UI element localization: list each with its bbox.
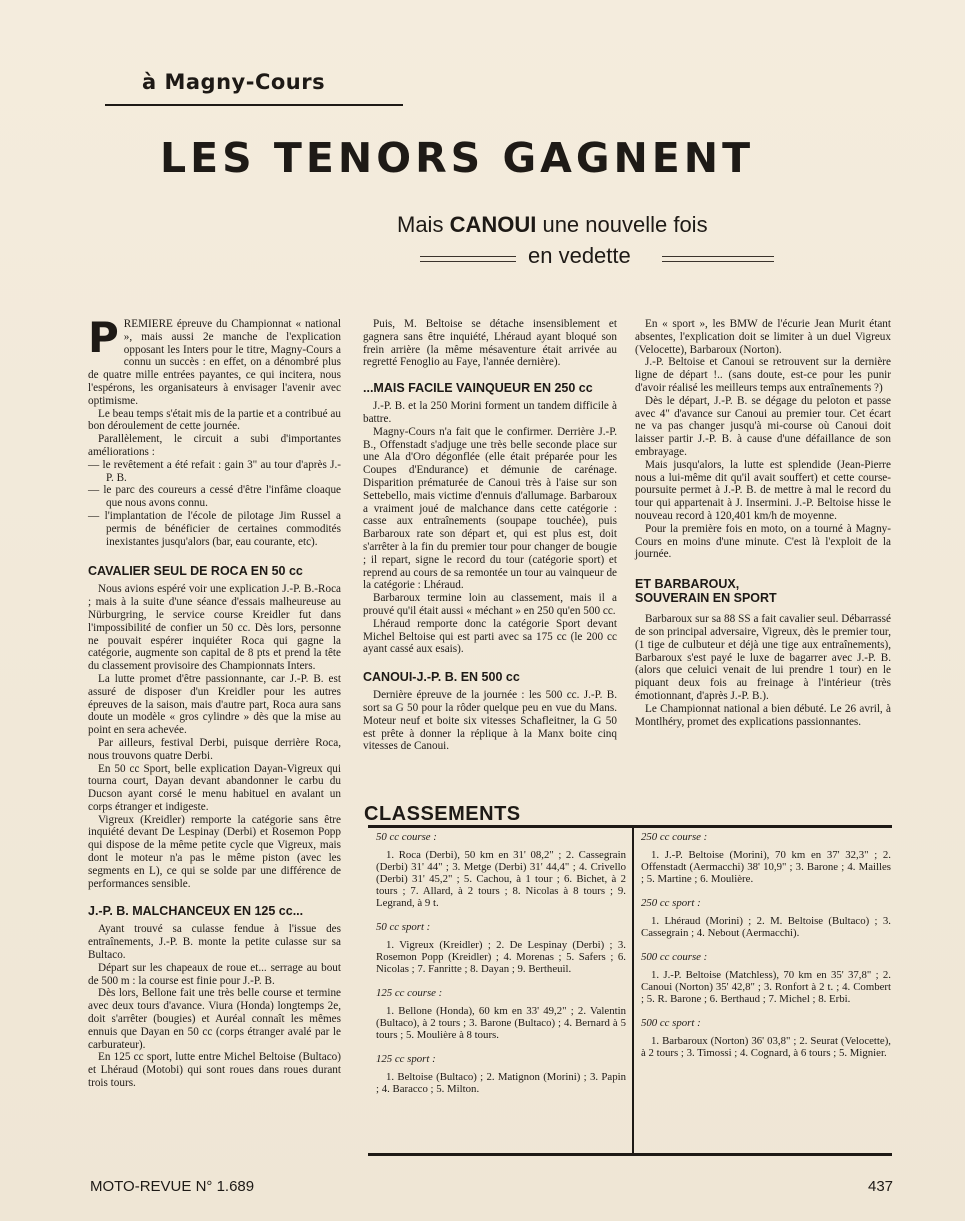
deck-line-2: en vedette [528, 243, 631, 268]
column-3 [635, 318, 891, 728]
results-divider [632, 825, 634, 1155]
paragraph: Pour la première fois en moto, on a tourné à Magny-Cours en moins d'une minute. C'est là l'exploit de la journée. [635, 522, 891, 561]
paragraph: Dès le départ, J.-P. B. se dégage du peloton et passe avec 4" d'avance sur Canoui au premier tour. Cet écart ne va pas changer jusqu'à mi-course où Canoui doit laisser partir J.-P. B. à cause d'une défaillance de son embrayage. [635, 394, 891, 458]
result-list: 1. Roca (Derbi), 50 km en 31' 08,2" ; 2. Cassegrain (Derbi) 31' 44" ; 3. Metge (Derbi) 31' 44,4" ; 4. Crivello (Derbi) 31' 45,2" ; 5. Cachou, à 1 tour ; 6. Bichet, à 2 tours ; 7. Allard, à 2 tours ; 8. Nicolas à 8 tours ; 9. Legrand, à 9 t. [376, 849, 626, 909]
column-2 [363, 318, 617, 753]
lead-paragraph: PREMIERE épreuve du Championnat « national », mais aussi 2e manche de l'explication opposant les Inters pour le titre, Magny-Cours a connu un succès : en effet, on a dénombré plus de quatre mille entrées payantes, ce qui incitera, nous l'espérons, les organisateurs à envisager l'avenir avec optimisme. [88, 313, 341, 407]
paragraph: Dès lors, Bellone fait une très belle course et termine avec deux tours d'avance. Viura (Honda) longtemps 2e, doit s'arrêter (bougies) et Auréal connaît les mêmes ennuis que Dayan en 50 cc (corps étranger avalé par le carburateur). [88, 987, 341, 1051]
result-list: 1. Beltoise (Bultaco) ; 2. Matignon (Morini) ; 3. Papin ; 4. Baracco ; 5. Milton. [376, 1071, 626, 1095]
deck-line-1: Mais CANOUI une nouvelle fois [397, 212, 708, 237]
list-item: — l'implantation de l'école de pilotage Jim Russel a permis de bénéficier de certaines commodités inexistantes jusqu'alors (bar, eau courante, etc). [88, 509, 341, 548]
result-category: 250 cc course : [641, 831, 708, 843]
paragraph: Barbaroux sur sa 88 SS a fait cavalier seul. Débarrassé de son principal adversaire, Vigreux, dès le premier tour, (1 tige de culbuteur et déjà une tige aux entraînements), Barbaroux s'est payé le luxe de bagarrer avec J.-P. B. (alors que celuici venait de lui prendre 1 tour) en le piquant deux fois au freinage à l'intérieur (très émotionnant, d'après J.-P. B.). [635, 613, 891, 702]
paragraph: J.-P. B. et la 250 Morini forment un tandem difficile à battre. [363, 400, 617, 425]
headline: LES TENORS GAGNENT [160, 134, 755, 182]
result-block [376, 921, 626, 975]
result-category: 250 cc sport : [641, 897, 701, 909]
section-heading: J.-P. B. MALCHANCEUX EN 125 cc... [88, 904, 304, 919]
drop-cap: P [88, 313, 119, 362]
result-block [641, 831, 891, 885]
result-block [376, 1053, 626, 1095]
magazine-issue: MOTO-REVUE N° 1.689 [90, 1178, 255, 1195]
list-item: — le revêtement a été refait : gain 3" au tour d'après J.-P. B. [88, 458, 341, 484]
result-block [641, 897, 891, 939]
paragraph: Ayant trouvé sa culasse fendue à l'issue des entraînements, J.-P. B. monte la petite culasse sur sa Bultaco. [88, 923, 341, 962]
result-list: 1. Vigreux (Kreidler) ; 2. De Lespinay (Derbi) ; 3. Rosemon Popp (Kreidler) ; 4. Morenas ; 5. Safers ; 6. Nicolas ; 7. Fanritte ; 8. Dayan ; 9. Bertheuil. [376, 939, 626, 975]
deck-ornament-left [420, 256, 516, 262]
paragraph: Parallèlement, le circuit a subi d'importantes améliorations : [88, 433, 341, 458]
column-1 [88, 313, 341, 1090]
result-list: 1. J.-P. Beltoise (Matchless), 70 km en 35' 37,8" ; 2. Canoui (Norton) 35' 42,8" ; 3. Ronfort à 2 t. ; 4. Combert ; 5. R. Barone ; 6. Berthaud ; 7. Michel ; 8. Erbi. [641, 969, 891, 1005]
section-heading: ET BARBAROUX, SOUVERAIN EN SPORT [635, 577, 777, 606]
paragraph: Lhéraud remporte donc la catégorie Sport devant Michel Beltoise qui est parti avec sa 175 cc (le 200 cc ayant cassé aux esais). [363, 617, 617, 656]
result-block [376, 987, 626, 1041]
section-heading: ...MAIS FACILE VAINQUEUR EN 250 cc [363, 381, 593, 396]
paragraph: Le Championnat national a bien débuté. Le 26 avril, à Montlhéry, promet des explications passionnantes. [635, 702, 891, 728]
kicker: à Magny-Cours [142, 70, 326, 94]
page-number: 437 [868, 1178, 894, 1195]
result-list: 1. Barbaroux (Norton) 36' 03,8" ; 2. Seurat (Velocette), à 2 tours ; 3. Timossi ; 4. Cognard, à 6 tours ; 5. Mignier. [641, 1035, 891, 1059]
results-left [376, 831, 626, 1107]
paragraph: Puis, M. Beltoise se détache insensiblement et gagnera sans être inquiété, Lhéraud ayant bloqué son frein arrière (la même mésaventure était arrivée au regretté Fenoglio au Faye, l'année dernière). [363, 318, 617, 369]
section-heading: CAVALIER SEUL DE ROCA EN 50 cc [88, 564, 303, 579]
result-block [376, 831, 626, 909]
paragraph: Vigreux (Kreidler) remporte la catégorie sans être inquiété devant De Lespinay (Derbi) et Rosemon Popp qui dispose de la même petite cycle que Vigreux, mais dont le moteur n'a pas le même piston (avec les segments en L), ce qui se solde par une différence de performances sensible. [88, 813, 341, 890]
paragraph: Le beau temps s'était mis de la partie et a contribué au bon déroulement de cette journée. [88, 407, 341, 433]
results-title: CLASSEMENTS [364, 803, 521, 825]
kicker-rule [105, 104, 403, 106]
paragraph: La lutte promet d'être passionnante, car J.-P. B. est assuré de disposer d'un Kreidler pour les autres épreuves de la saison, mais d'autre part, Roca aura sans doute un modèle « gros cylindre » dès que la mise au point en sera achevée. [88, 672, 341, 737]
deck-ornament-right [662, 256, 774, 262]
result-list: 1. Lhéraud (Morini) ; 2. M. Beltoise (Bultaco) ; 3. Cassegrain ; 4. Nebout (Aermacchi). [641, 915, 891, 939]
paragraph: En « sport », les BMW de l'écurie Jean Murit étant absentes, l'explication doit se limiter à un duel Vigreux (Velocette), Barbaroux (Norton). [635, 318, 891, 356]
paragraph: Barbaroux termine loin au classement, mais il a prouvé qu'il était aussi « méchant » en 250 qu'en 500 cc. [363, 592, 617, 617]
paragraph: Mais jusqu'alors, la lutte est splendide (Jean-Pierre nous a lui-même dit qu'il avait souffert) et cette course-poursuite permet à J.-P. B. de mettre à mal le record du tour qui appartenait à J. Insermini. J.-P. Beltoise hisse le nouveau record à 120,401 km/h de moyenne. [635, 458, 891, 522]
result-category: 500 cc course : [641, 951, 708, 963]
result-category: 50 cc course : [376, 831, 437, 843]
list-item: — le parc des coureurs a cessé d'être l'infâme cloaque que nous avons connu. [88, 484, 341, 510]
deck-highlight: CANOUI [449, 212, 537, 237]
paragraph: Dernière épreuve de la journée : les 500 cc. J.-P. B. sort sa G 50 pour la rôder quelque peu en vue du Mans. Moteur neuf et boite six vitesses Schafleitner, la G 50 est prête à donner la réplique à la Manx boite cinq vitesses de Canoui. [363, 689, 617, 753]
paragraph: Départ sur les chapeaux de roue et... serrage au bout de 500 m : la course est finie pour J.-P. B. [88, 961, 341, 987]
section-heading: CANOUI-J.-P. B. EN 500 cc [363, 670, 520, 685]
results-right [641, 831, 891, 1071]
result-category: 500 cc sport : [641, 1017, 701, 1029]
paragraph: Par ailleurs, festival Derbi, puisque derrière Roca, nous trouvons quatre Derbi. [88, 736, 341, 762]
result-block [641, 951, 891, 1005]
paragraph: Magny-Cours n'a fait que le confirmer. Derrière J.-P. B., Offenstadt s'adjuge une très belle seconde place sur une Ala d'Oro dégonflée (elle était préparée pour les Coupes d'Endurance) et démunie de carénage. Disparition prématurée de Canoui très à l'aise sur son Settebello, mais victime d'ennuis d'allumage. Barbaroux a vraiment joué de malchance dans cette catégorie : casse aux entraînements (soupape touchée), puis Barbaroux rate son départ et, qui est plus est, doit s'arrêter à la fin du premier tour pour changer de bougie ; il repart, signe le record du tour (catégorie sport) et reprend au cours de sa remontée un tour au vainqueur de la catégorie : Lhéraud. [363, 425, 617, 592]
paragraph: J.-P. Beltoise et Canoui se retrouvent sur la dernière ligne de départ !.. (sans doute, est-ce pour les punir d'avoir réalisé les meilleurs temps aux entraînements ?) [635, 356, 891, 394]
paragraph: Nous avions espéré voir une explication J.-P. B.-Roca ; mais à la suite d'une séance d'essais malheureuse au Nürburgring, le service course Kreidler fut dans l'impossibilité de confier un 50 cc. Dès lors, personne ne pouvait espérer inquiéter Roca qui gagne la catégorie, augmente son capital de 8 pts et prend la tête du classement provisoire des Championnats Inters. [88, 583, 341, 673]
result-block [641, 1017, 891, 1059]
paragraph: En 50 cc Sport, belle explication Dayan-Vigreux qui tourna court, Dayan devant abandonner le carbu du Ducson ayant corsé le menu habituel en avalant un corps étranger et indigeste. [88, 762, 341, 813]
result-category: 125 cc course : [376, 987, 443, 999]
result-category: 50 cc sport : [376, 921, 431, 933]
paragraph: En 125 cc sport, lutte entre Michel Beltoise (Bultaco) et Lhéraud (Motobi) qui sont roues dans roues durant trois tours. [88, 1051, 341, 1090]
result-list: 1. Bellone (Honda), 60 km en 33' 49,2" ; 2. Valentin (Bultaco), à 2 tours ; 3. Barone (Bultaco) ; 4. Bernard à 5 tours ; 5. Moulière à 8 tours. [376, 1005, 626, 1041]
result-list: 1. J.-P. Beltoise (Morini), 70 km en 37' 32,3" ; 2. Offenstadt (Aermacchi) 38' 10,9" ; 3. Barone ; 4. Mailles ; 5. Martine ; 6. Moulière. [641, 849, 891, 885]
result-category: 125 cc sport : [376, 1053, 436, 1065]
